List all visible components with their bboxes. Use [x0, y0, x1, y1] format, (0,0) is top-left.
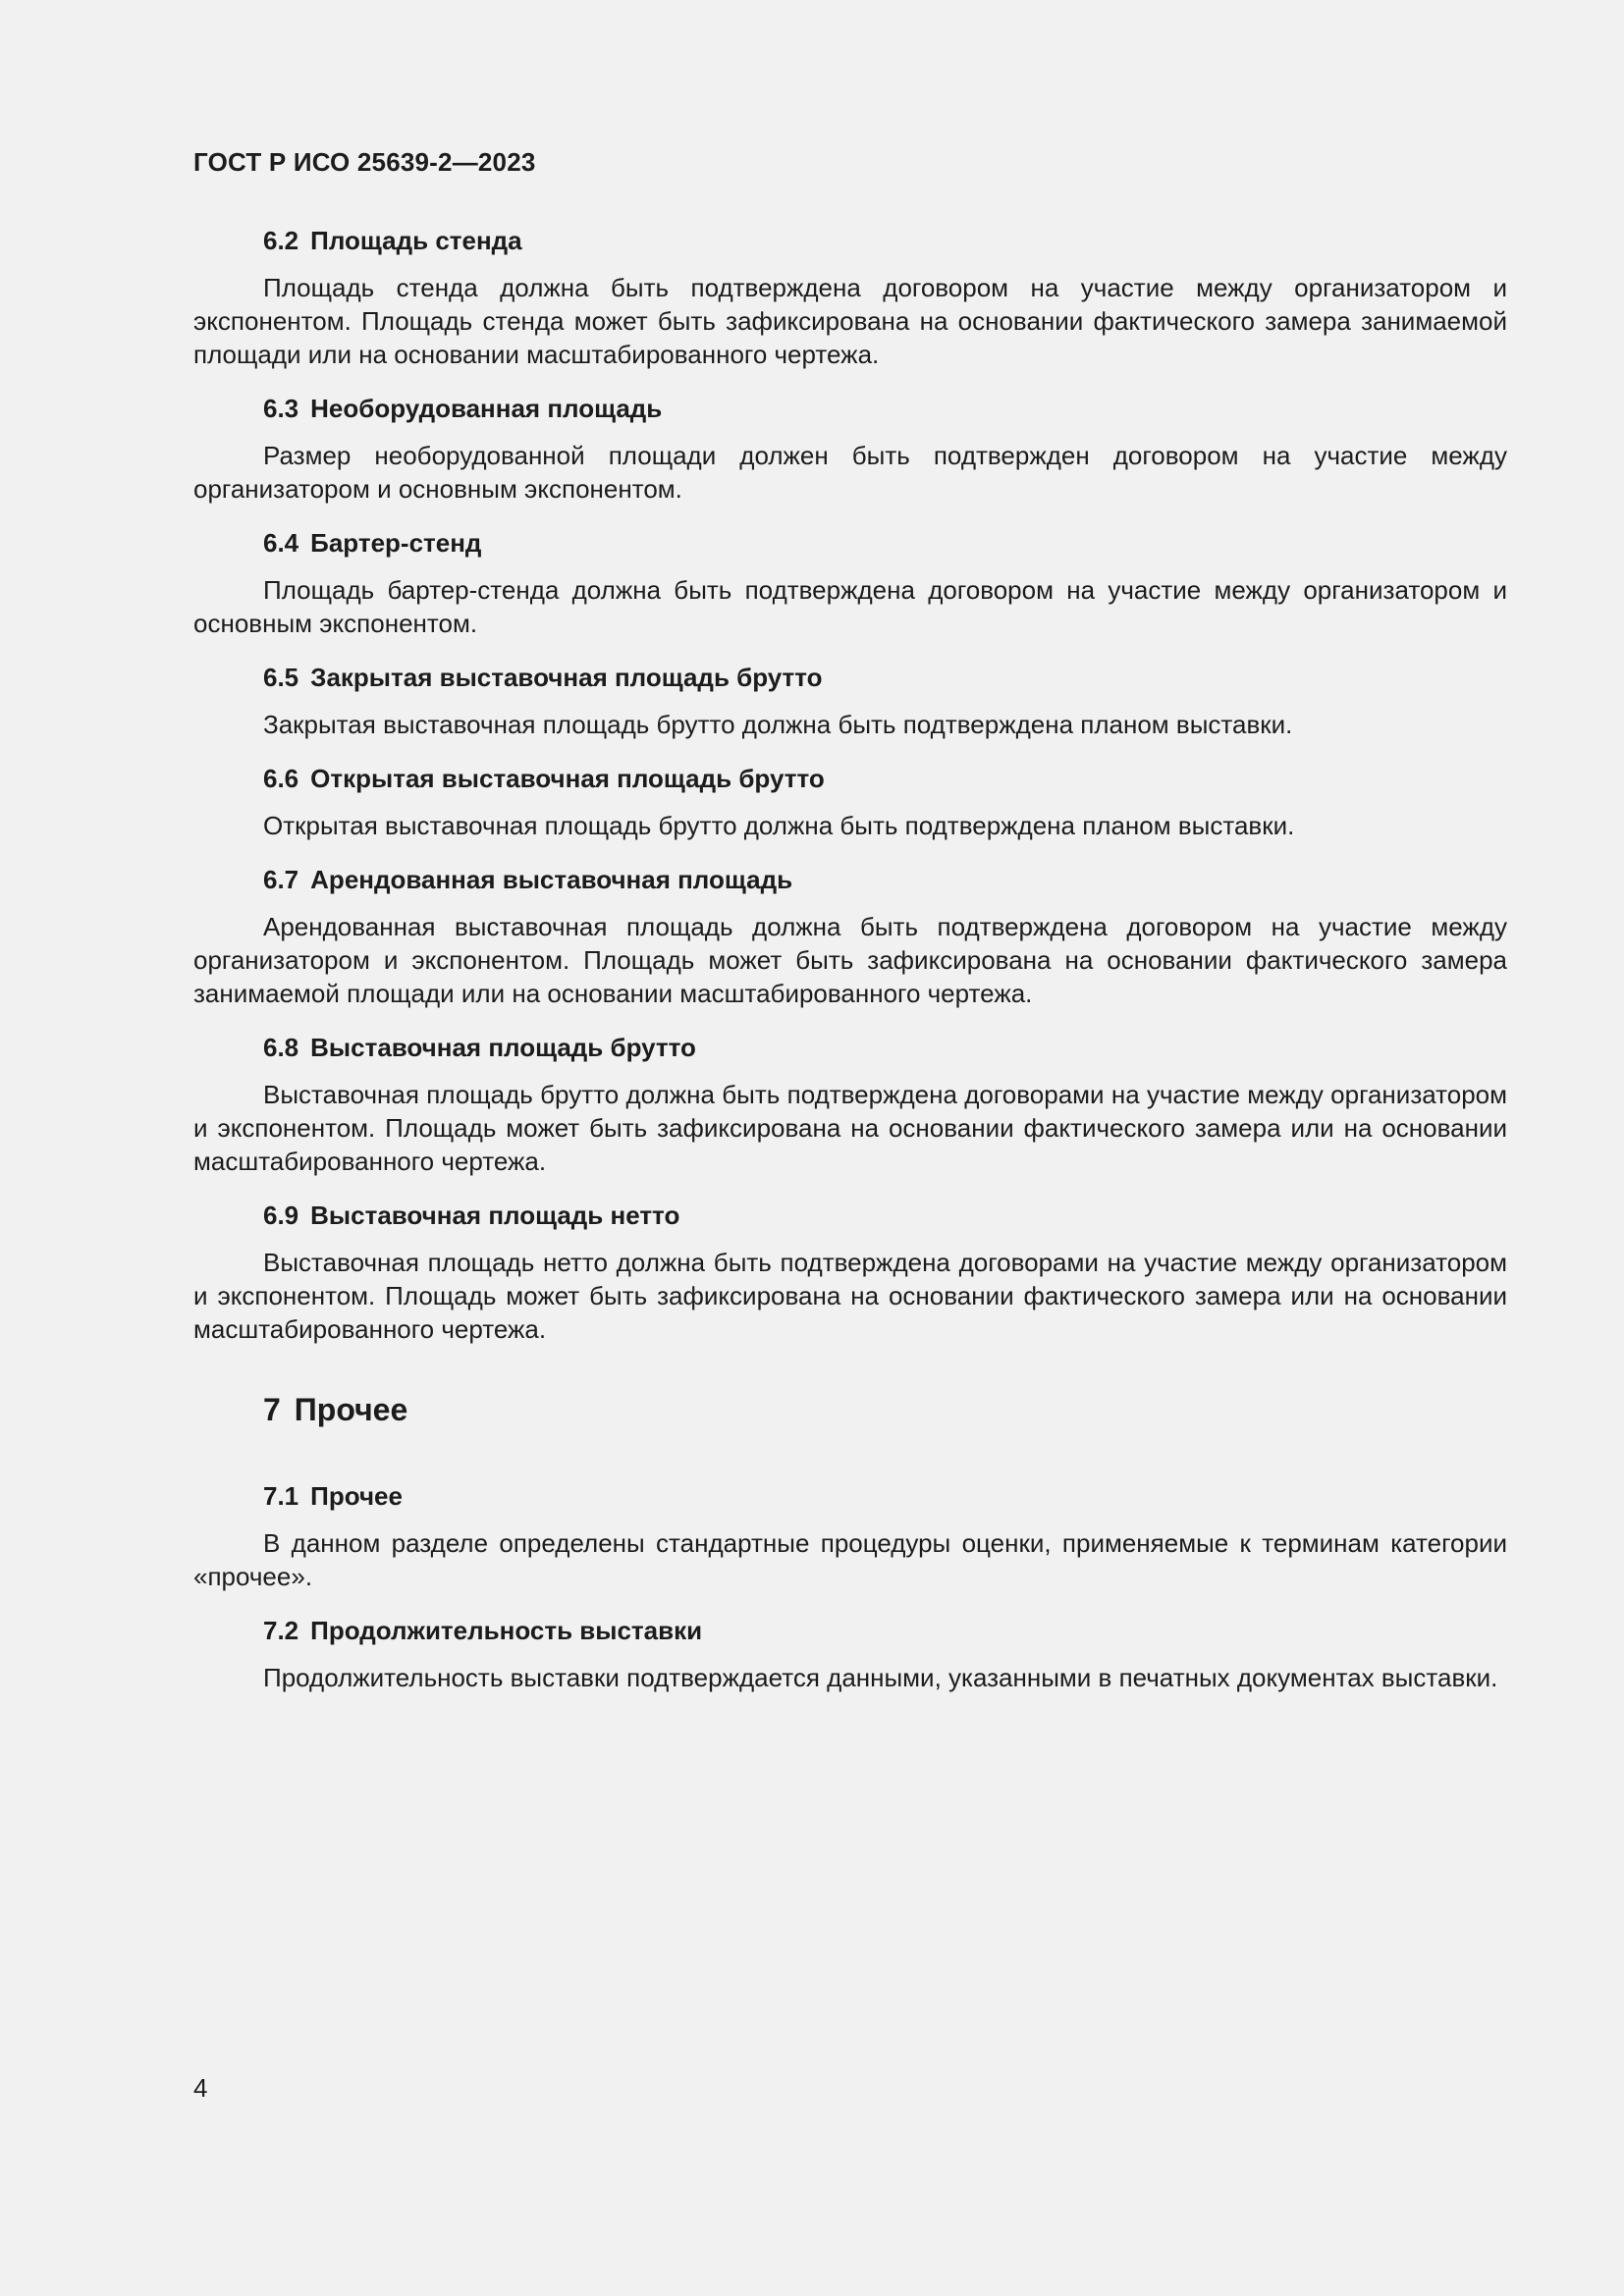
section-number: 6.9 — [263, 1201, 299, 1230]
section-number: 7.2 — [263, 1616, 299, 1645]
section-6-2 — [193, 224, 1507, 371]
section-heading — [193, 1479, 1507, 1513]
section-number: 6.8 — [263, 1033, 299, 1062]
section-title: Бартер-стенд — [310, 528, 482, 558]
section-paragraph: Арендованная выставочная площадь должна быть подтверждена договором на участие между организатором и экспонентом. Площадь может быть зафиксирована на основании фактического замера занимаемой площади или на основании масштабированного чертежа. — [193, 912, 1507, 1008]
section-number: 6.5 — [263, 663, 299, 692]
section-number: 6.7 — [263, 865, 299, 894]
section-6-3 — [193, 392, 1507, 506]
section-title: Выставочная площадь нетто — [310, 1201, 680, 1230]
chapter-number: 7 — [263, 1392, 281, 1427]
section-number: 6.3 — [263, 394, 299, 423]
section-heading — [193, 661, 1507, 694]
page-number: 4 — [193, 2073, 208, 2103]
section-number: 6.4 — [263, 528, 299, 558]
document-header: ГОСТ Р ИСО 25639-2—2023 — [193, 147, 536, 177]
section-title: Продолжительность выставки — [310, 1616, 703, 1645]
document-body — [193, 224, 1507, 1715]
section-heading — [193, 1614, 1507, 1647]
section-title: Закрытая выставочная площадь брутто — [310, 663, 823, 692]
section-paragraph: В данном разделе определены стандартные процедуры оценки, применяемые к терминам категории «прочее». — [193, 1528, 1507, 1591]
section-heading — [193, 224, 1507, 257]
section-6-5 — [193, 661, 1507, 741]
section-6-7 — [193, 863, 1507, 1010]
section-7-2 — [193, 1614, 1507, 1694]
chapter-7-heading — [193, 1390, 1507, 1429]
section-7-1 — [193, 1479, 1507, 1593]
section-title: Открытая выставочная площадь брутто — [310, 764, 825, 793]
section-title: Арендованная выставочная площадь — [310, 865, 793, 894]
section-paragraph: Площадь стенда должна быть подтверждена договором на участие между организатором и экспонентом. Площадь стенда может быть зафиксирована на основании фактического замера занимаемой площади или на основании масштабированного чертежа. — [193, 273, 1507, 369]
section-paragraph: Площадь бартер-стенда должна быть подтверждена договором на участие между организатором и основным экспонентом. — [193, 575, 1507, 638]
chapter-title: Прочее — [294, 1392, 408, 1427]
section-paragraph: Выставочная площадь брутто должна быть подтверждена договорами на участие между организатором и экспонентом. Площадь может быть зафиксирована на основании фактического замера или на основании масштабированного чертежа. — [193, 1080, 1507, 1176]
section-paragraph: Продолжительность выставки подтверждается данными, указанными в печатных документах выставки. — [263, 1663, 1498, 1692]
section-number: 6.6 — [263, 764, 299, 793]
section-title: Выставочная площадь брутто — [310, 1033, 696, 1062]
section-heading — [193, 1199, 1507, 1232]
section-number: 6.2 — [263, 226, 299, 255]
section-title: Площадь стенда — [310, 226, 522, 255]
section-paragraph: Закрытая выставочная площадь брутто должна быть подтверждена планом выставки. — [263, 710, 1293, 739]
section-6-8 — [193, 1031, 1507, 1178]
section-heading — [193, 392, 1507, 425]
section-heading — [193, 1031, 1507, 1064]
section-paragraph: Размер необорудованной площади должен быть подтвержден договором на участие между организатором и основным экспонентом. — [193, 441, 1507, 504]
section-6-9 — [193, 1199, 1507, 1346]
section-6-4 — [193, 526, 1507, 640]
section-heading — [193, 526, 1507, 560]
section-title: Необорудованная площадь — [310, 394, 663, 423]
section-6-6 — [193, 762, 1507, 842]
section-heading — [193, 863, 1507, 896]
section-title: Прочее — [310, 1481, 403, 1511]
section-paragraph: Выставочная площадь нетто должна быть подтверждена договорами на участие между организатором и экспонентом. Площадь может быть зафиксирована на основании фактического замера или на основании масштабированного чертежа. — [193, 1248, 1507, 1344]
section-number: 7.1 — [263, 1481, 299, 1511]
section-heading — [193, 762, 1507, 795]
section-paragraph: Открытая выставочная площадь брутто должна быть подтверждена планом выставки. — [263, 811, 1295, 840]
